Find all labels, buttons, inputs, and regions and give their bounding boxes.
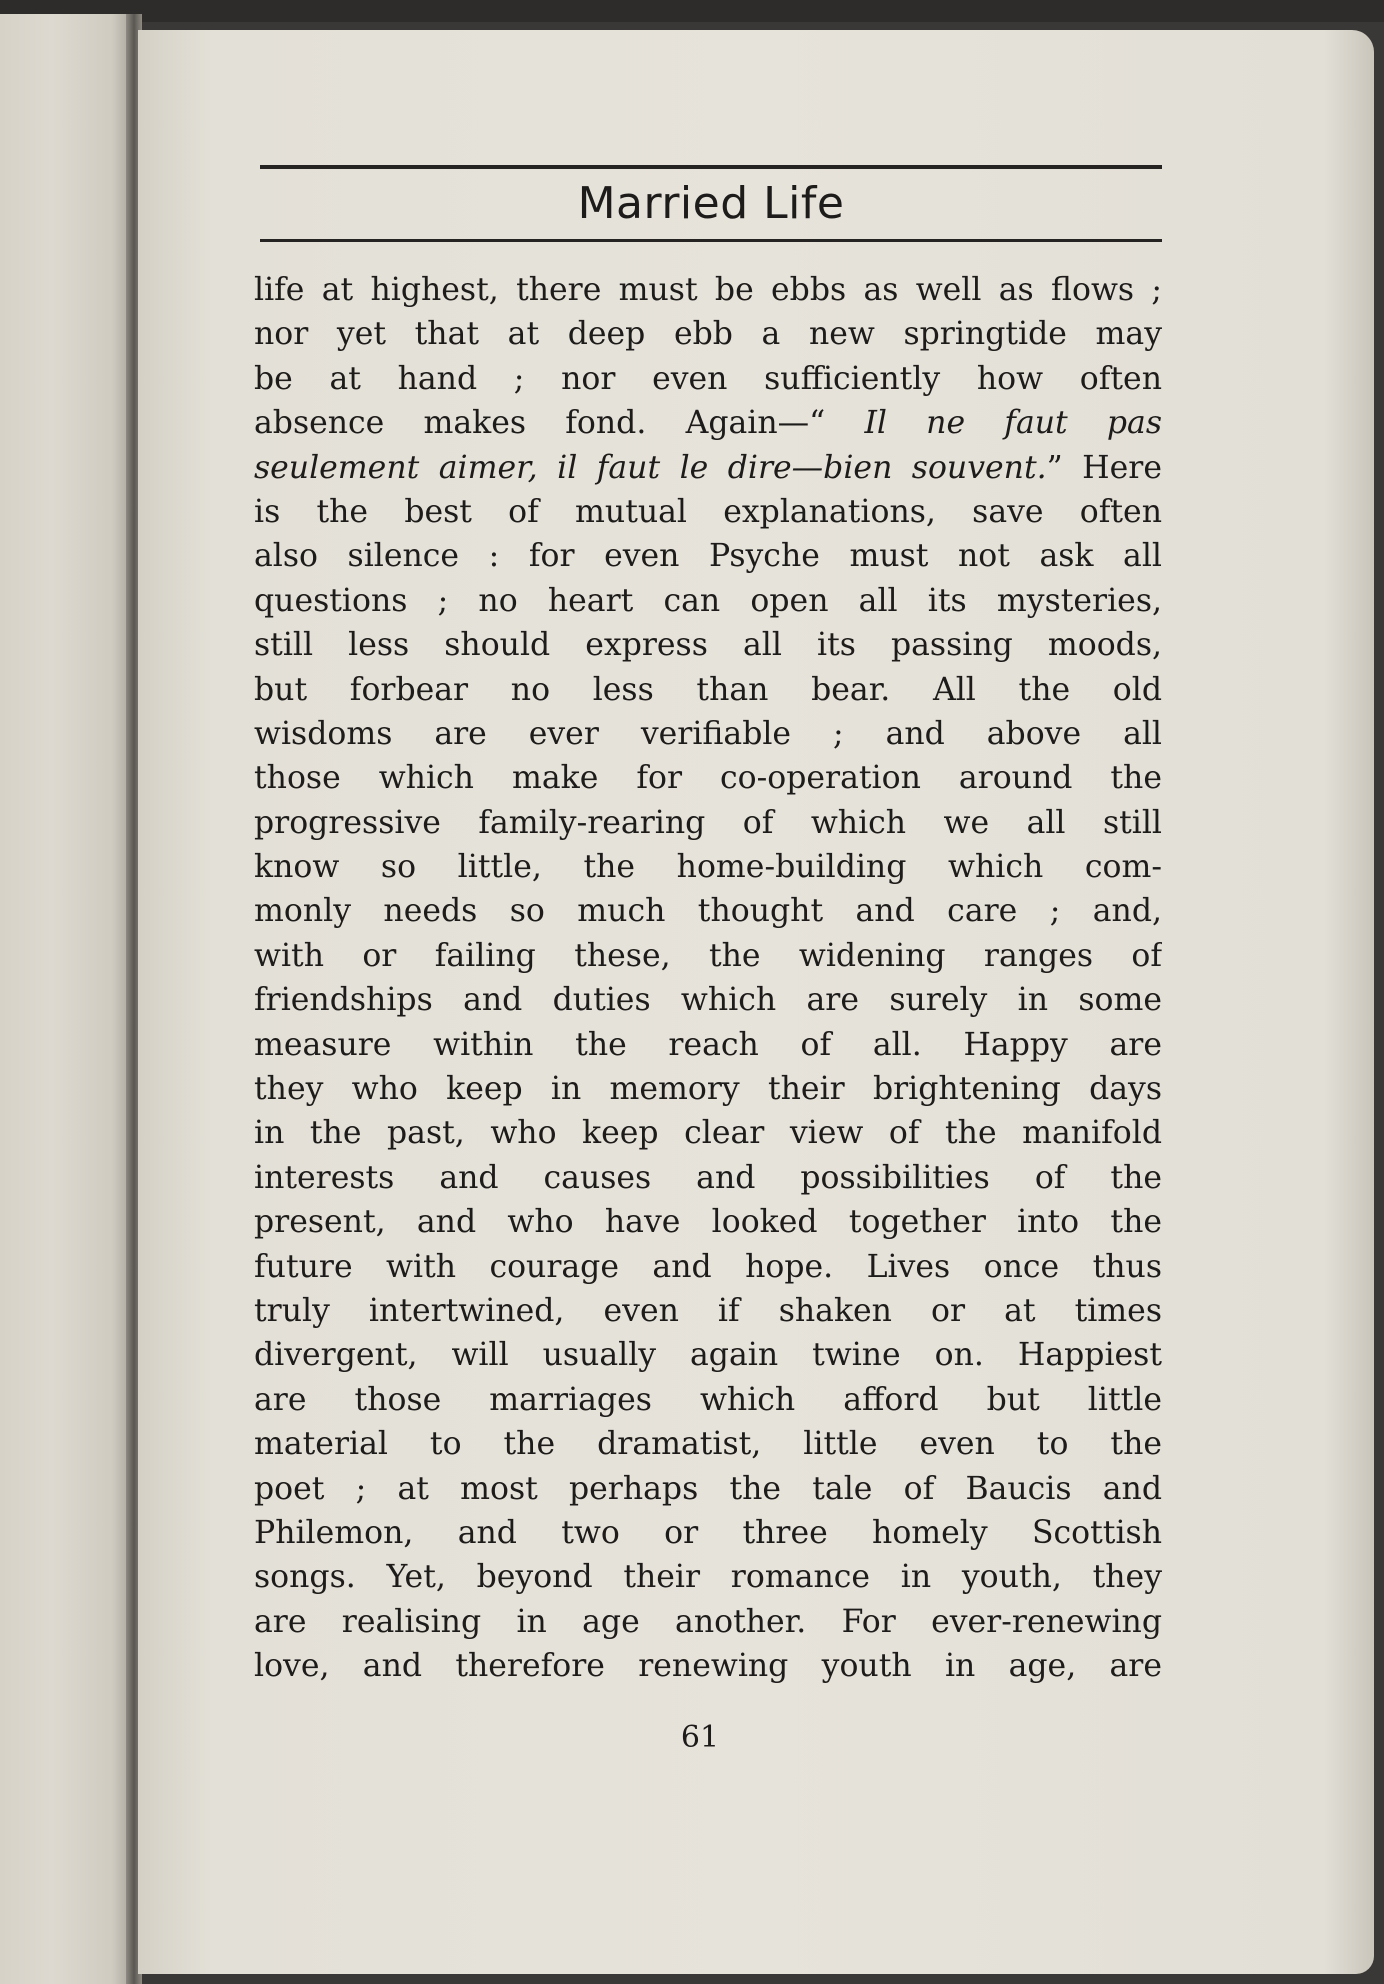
text-line [254, 490, 1162, 534]
text-line [254, 1289, 1162, 1333]
line-text: is the best of mutual explanations, save often [254, 493, 1162, 530]
text-line [254, 1067, 1162, 1111]
line-text: nor yet that at deep ebb a new springtide may [254, 316, 1162, 353]
text-line [254, 801, 1162, 845]
text-line [254, 1555, 1162, 1599]
line-text: interests and causes and possibilities of the [254, 1159, 1162, 1196]
line-text: divergent, will usually again twine on. Happiest [254, 1337, 1162, 1374]
line-text: questions ; no heart can open all its mysteries, [254, 582, 1162, 619]
text-line [254, 1200, 1162, 1244]
line-text: friendships and duties which are surely in some [254, 982, 1162, 1019]
line-text: monly needs so much thought and care ; and, [254, 893, 1162, 930]
text-line [254, 534, 1162, 578]
text-line [254, 845, 1162, 889]
line-text: truly intertwined, even if shaken or at times [254, 1292, 1162, 1329]
line-text: love, and therefore renewing youth in age, are [254, 1648, 1162, 1685]
body-text [254, 268, 1162, 1689]
text-line [254, 668, 1162, 712]
line-text: are realising in age another. For ever-renewing [254, 1603, 1162, 1640]
line-text: life at highest, there must be ebbs as well as flows ; [254, 272, 1162, 308]
line-text: those which make for co-operation around the [254, 760, 1162, 797]
line-text: measure within the reach of all. Happy are [254, 1026, 1162, 1063]
line-text: know so little, the home-building which com- [254, 849, 1162, 886]
text-line [254, 1023, 1162, 1067]
text-line [254, 756, 1162, 800]
line-text: wisdoms are ever verifiable ; and above all [254, 715, 1162, 752]
line-text: Philemon, and two or three homely Scottish [254, 1514, 1162, 1551]
line-text: future with courage and hope. Lives once thus [254, 1248, 1162, 1285]
text-line [254, 1378, 1162, 1422]
text-line [254, 268, 1162, 312]
text-line [254, 401, 1162, 445]
text-line [254, 357, 1162, 401]
text-line [254, 889, 1162, 933]
line-text: still less should express all its passing moods, [254, 627, 1162, 664]
text-line [254, 1511, 1162, 1555]
header-rule-bottom [260, 239, 1162, 242]
text-line [254, 978, 1162, 1022]
text-line [254, 1111, 1162, 1155]
text-line [254, 1422, 1162, 1466]
italic-quote: Il ne faut pas [864, 405, 1162, 442]
line-text: songs. Yet, beyond their romance in youth, they [254, 1559, 1162, 1596]
page-number: 61 [680, 1720, 720, 1755]
line-text: with or failing these, the widening ranges of [254, 937, 1162, 974]
text-line [254, 446, 1162, 490]
line-text: poet ; at most perhaps the tale of Baucis and [254, 1470, 1162, 1507]
line-text: in the past, who keep clear view of the manifold [254, 1115, 1162, 1152]
text-line [254, 312, 1162, 356]
line-text: present, and who have looked together into the [254, 1204, 1162, 1241]
text-line [254, 623, 1162, 667]
italic-quote: seulement aimer, il faut le dire—bien souvent. [254, 449, 1047, 486]
text-line [254, 934, 1162, 978]
line-text: ” Here [1046, 449, 1162, 486]
text-line [254, 1245, 1162, 1289]
text-line [254, 1467, 1162, 1511]
line-text: they who keep in memory their brightening days [254, 1071, 1162, 1108]
text-line [254, 1333, 1162, 1377]
line-text: also silence : for even Psyche must not ask all [254, 538, 1162, 575]
text-line [254, 1156, 1162, 1200]
running-head: Married Life [577, 178, 845, 229]
text-line [254, 579, 1162, 623]
scan-border [0, 0, 1384, 22]
text-line [254, 1644, 1162, 1688]
line-text: material to the dramatist, little even to the [254, 1426, 1162, 1463]
line-text: be at hand ; nor even sufficiently how often [254, 360, 1162, 397]
line-text: progressive family-rearing of which we all still [254, 804, 1162, 841]
line-text: are those marriages which afford but little [254, 1381, 1162, 1418]
text-line [254, 712, 1162, 756]
line-text: absence makes fond. Again—“ [254, 405, 865, 442]
header-rule-top [260, 165, 1162, 169]
left-page-edge [0, 14, 132, 1984]
line-text: but forbear no less than bear. All the old [254, 671, 1162, 708]
text-line [254, 1600, 1162, 1644]
